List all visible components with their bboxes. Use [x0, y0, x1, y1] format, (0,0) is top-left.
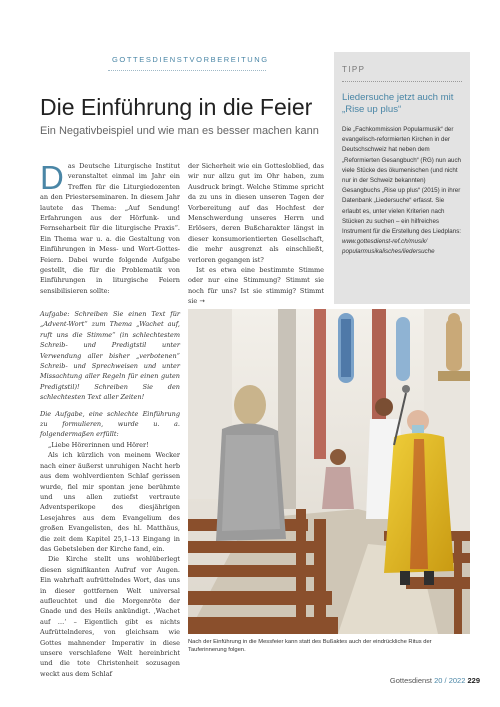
task-paragraph — [40, 309, 180, 403]
drop-cap: D — [40, 159, 64, 196]
page-subtitle: Ein Negativbeispiel und wie man es besser machen kann — [40, 125, 319, 137]
page-footer — [380, 676, 480, 685]
tipp-link-line2[interactable]: popularmusikalisches/liedersuche — [342, 248, 435, 256]
tipp-link[interactable] — [342, 237, 462, 257]
article-paragraph: der Sicherheit wie ein Gottesloblied, das wir nur allzu gut im Ohr haben, zum Ausdruck bringt. Welche Stimme spricht da zu uns in diesen unseren Tagen der Vorbereitung auf das Hochfest der Menschwerdung unseres Herrn und Erlösers, deren Bußcharakter längst in dieser konsumorientierten Gesellschaft, die mehr ausgrenzt als einschließt, verloren gegangen ist? — [188, 162, 324, 264]
article-column-1 — [40, 161, 180, 296]
page-title: Die Einführung in die Feier — [40, 94, 313, 120]
continue-arrow-icon: → — [199, 297, 205, 306]
article-paragraph-text: Ist es etwa eine bestimmte Stimme oder nur eine Stimmung? Stimmt sie noch für uns? Ist sie stimmig? Stimmt sie — [188, 266, 324, 306]
quote-paragraph: Als ich kürzlich von meinem Wecker nach einer äußerst unruhigen Nacht herb aus dem wohlverdienten Schlaf gerissen wurde, fiel mir spontan jene berühmte und uns allen zutiefst vertraute Adventsperikope des diesjährigen Lesejahres aus dem Evangelium des großen Evangelisten, des hl. Matthäus, die zeit dem Kapitel 25,1–13 Eingang in das Gebetsleben der Kirche fand, ein. — [40, 451, 180, 553]
magazine-name: Gottesdienst — [389, 676, 433, 685]
photo-caption: Nach der Einführung in die Messfeier kann statt des Bußaktes auch der eindrückliche Ritus der Tauferinnerung folgen. — [188, 639, 432, 654]
tipp-link-line1[interactable]: www.gottesdienst-ref.ch/musik/ — [342, 238, 428, 246]
quote-paragraph: Die Kirche stellt uns wohlüberlegt diesen signifikanten Aufruf vor Augen. Ein wahrhaft aufrüttelndes Wort, das uns in dieser gottfernen Welt universal aufleuchtet und die Morgenröte der Gnade und des Heils ankündigt. ‚Wachet auf …‘ – Eigentlich gibt es nichts Aufrüttelnderes, von gleichsam wie Gottes mahnender Imperativ in diese unsere verschlafene Welt hereinbricht und die tote Christenheit sozusagen weckt aus dem Schlaf — [40, 555, 180, 678]
article-intro-paragraph: as Deutsche Liturgische Institut veranstaltet einmal im Jahr ein Treffen für die Liturgiedozenten an den Priesterseminaren. In diesem Jahr lautete das Thema: „Auf Sendung! Erfahrungen aus der Hörfunk- und Fernseharbeit für die liturgische Praxis“. Ein Thema war u. a. die Gestaltung von Einführungen in Mess- und Wort-Gottes-Feiern. Dabei wurde folgende Aufgabe gestellt, die für die Problematik von Einführungen in liturgische Feiern sensibilisieren sollte: — [40, 162, 180, 295]
tipp-body: Die „Fachkommission Popularmusik“ der evangelisch-reformierten Kirchen in der Deutschschweiz hat neben dem „Reformierten Gesangbuch“ (RG) nun auch viele Stücke des ökumenischen (und nicht nur in der Schweiz bekannten) Gesangbuchs „Rise up plus“ (2015) in ihrer Datenbank „Liedersuche“ erfasst. Sie erlaubt es, unter vielen Kriterien nach Stücken zu suchen – ein hilfreiches Instrument für die Erstellung des Liedplans: — [342, 126, 462, 236]
task-answer-intro — [40, 409, 180, 440]
tipp-title: Liedersuche jetzt auch mit „Rise up plus“ — [342, 92, 454, 115]
tipp-label: TIPP — [342, 65, 366, 74]
tipp-sidebar — [334, 52, 470, 304]
kicker-divider — [108, 70, 266, 71]
church-photo — [188, 309, 470, 634]
task-answer-text: Die Aufgabe, eine schlechte Einführung zu formulieren, wurde u. a. folgendermaßen erfüllt: — [40, 409, 180, 439]
page-number: 229 — [467, 676, 480, 685]
tipp-divider — [342, 81, 462, 82]
issue-number: 20 / 2022 — [434, 676, 466, 685]
section-kicker: GOTTESDIENSTVORBEREITUNG — [112, 55, 269, 64]
quote-salutation: „Liebe Hörerinnen und Hörer! — [48, 440, 149, 449]
article-column-2 — [188, 161, 324, 307]
article-paragraph — [188, 265, 324, 307]
task-text: Aufgabe: Schreiben Sie einen Text für „Advent-Wort“ zum Thema „Wachet auf, ruft uns die Stimme“ (in schlechtestem Schreib- und Predigtstil unter Verwendung aller bisher „verbotenen“ Schreib- und Sprechweisen und unter Missachtung aller Regeln für einen guten Predigtstil)! Schreiben Sie den schlechtesten Text aller Zeiten! — [40, 310, 180, 402]
article-column-3 — [40, 309, 180, 679]
